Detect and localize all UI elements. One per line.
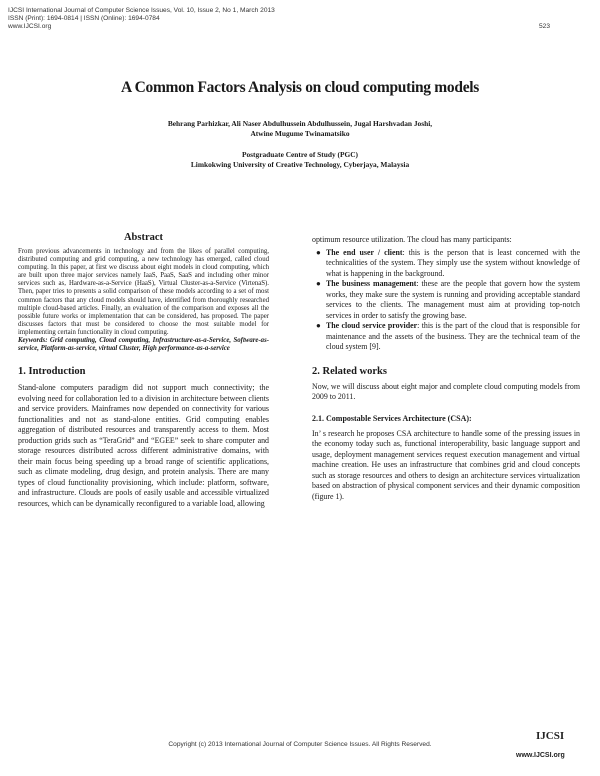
bullet-term: The business management (326, 279, 417, 288)
bullet-term: The cloud service provider (326, 321, 418, 330)
subsection-heading: 2.1. Compostable Services Architecture (CSA): (312, 413, 472, 423)
keywords: Keywords: Grid computing, Cloud computing, Infrastructure-as-a-Service, Software-as-service, Platform-as-service, virtual Cluster, High performance-as-a-service (18, 337, 269, 353)
related-works-heading: 2. Related works (312, 365, 387, 377)
bullet-text: : these are the people that govern how the system works, they make sure the system is running and providing acceptable standard services to the clients. The management must aim at providing top-notch services in order to satisfy the growing base. (326, 279, 581, 320)
introduction-text: Stand-alone computers paradigm did not support much connectivity; the evolving need for collaboration led to a division in architecture between clients and service providers. Mainframes now depended on connectivity for various functionalities and not as stand-alone entities. Grid computing enables aggregation of distributed resources and transparently access to them. Most production grids such as “TeraGrid” and “EGEE” seek to share computer and storage resources distributed across different administrative domains, with their main focus being speeding up a broad range of scientific applications, such as climate modeling, drug design, and protein analysis. There are many types of cloud functionality provisioning, which include: platform, software, and infrastructure. Clouds are pools of easily usable and accessible virtualized resources, which can be dynamically reconfigured to a variable load, allowing (18, 383, 269, 508)
bullet-text: : this is the part of the cloud that is responsible for maintenance and the assets of the business. They are the technical team of the cloud system [9]. (326, 321, 580, 351)
author-line-1: Behrang Parhizkar, Ali Naser Abdulhussein Abdulhussein, Jugal Harshvadan Joshi, (167, 119, 433, 128)
bullet-icon: ● (316, 321, 321, 330)
author-list (60, 119, 540, 139)
related-works-text: Now, we will discuss about eight major and complete cloud computing models from 2009 to 2011. (312, 381, 580, 401)
subsection-text: In’ s research he proposes CSA architecture to handle some of the pressing issues in the economy today such as, functional interoperability, basic language support and usage, deployment management services request execution management and virtual machine creation. He uses an infrastructure that combines grid and cloud concepts such as storage resources and others to design an architecture services virtualization based on abstraction of physical component services and their dynamic composition (figure 1). (312, 428, 580, 501)
right-column (312, 235, 580, 502)
affiliation (60, 150, 540, 170)
logo-mark: IJCSI (536, 730, 565, 742)
site-line: www.IJCSI.org (8, 23, 52, 30)
affiliation-line-2: Limkokwing University of Creative Technology, Cyberjaya, Malaysia (190, 160, 410, 169)
ijcsi-logo (514, 730, 578, 770)
page-number: 523 (538, 23, 550, 30)
logo-site: www.IJCSI.org (516, 752, 565, 759)
affiliation-line-1: Postgraduate Centre of Study (PGC) (241, 150, 359, 159)
list-item (316, 279, 581, 321)
bullet-term: The end user / client (326, 247, 403, 257)
bullet-text: : this is the person that is least concerned with the technicalities of the system. They simply use the system without knowledge of what is happening in the background. (326, 247, 580, 278)
left-column (18, 232, 269, 509)
participants-intro: optimum resource utilization. The cloud has many participants: (312, 235, 512, 244)
page-header (8, 7, 592, 31)
bullet-icon: ● (316, 279, 321, 288)
abstract-text: From previous advancements in technology and from the likes of parallel computing, distributed computing and grid computing, a new technology has emerged, called cloud computing. In this paper, at first we discuss about eight models in cloud computing, which are built upon three major services namely IaaS, PaaS, SaaS and including other minor services such as, Hardware-as-a-Service (HaaS), Virtual Cluster-as-a-Service (VirtenaS). Then, paper tries to presents a solid comparison of these models according to a set of most common factors that any cloud models should have, identified from thoroughly researched multiple cloud-based articles. Finally, an evaluation of the comparison and exposes all the possible future works or implementation that can be considered, has proposed. The paper discusses factors that must be considered to choose the most suitable model for implementing certain functionality in cloud computing. (18, 248, 269, 336)
journal-line: IJCSI International Journal of Computer Science Issues, Vol. 10, Issue 2, No 1, March 2013 (8, 7, 275, 14)
footer-copyright: Copyright (c) 2013 International Journal of Computer Science Issues. All Rights Reserved. (168, 741, 432, 748)
list-item (316, 247, 580, 280)
list-item (316, 321, 580, 353)
participants-list (312, 248, 580, 353)
introduction-heading: 1. Introduction (18, 366, 86, 378)
author-line-2: Atwine Mugume Twinamatsiko (250, 129, 350, 138)
paper-title: A Common Factors Analysis on cloud computing models (120, 79, 480, 96)
abstract-heading: Abstract (123, 232, 164, 243)
bullet-icon: ● (316, 247, 321, 257)
issn-line: ISSN (Print): 1694-0814 | ISSN (Online): 1694-0784 (8, 15, 160, 22)
